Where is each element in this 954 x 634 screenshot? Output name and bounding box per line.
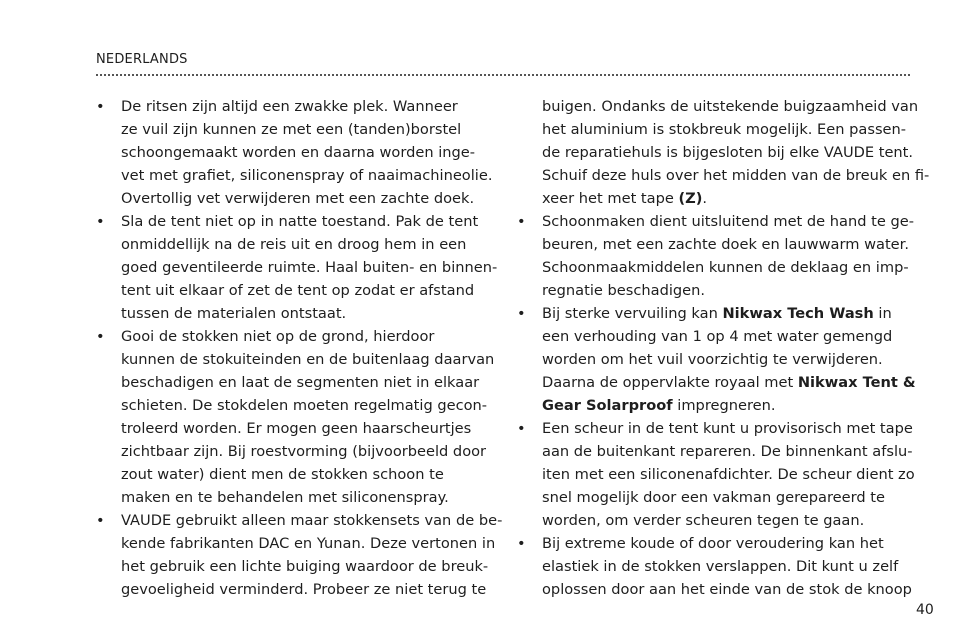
text-line: gevoeligheid verminderd. Probeer ze niet terug te — [121, 581, 487, 598]
text-line: de reparatiehuls is bijgesloten bij elke VAUDE tent. — [542, 144, 914, 161]
text-line — [542, 302, 917, 325]
figure-reference: (Z) — [678, 190, 703, 207]
text-run: xeer het met tape — [542, 190, 679, 207]
text-line: regnatie beschadigen. — [542, 282, 706, 299]
text-line: Schoonmaakmiddelen kunnen de deklaag en imp- — [542, 259, 909, 276]
text-run: impregneren. — [672, 397, 776, 414]
left-column — [96, 95, 503, 601]
bullet: • — [517, 213, 526, 230]
text-line — [542, 187, 917, 210]
list-item — [517, 417, 917, 532]
text-line: Sla de tent niet op in natte toestand. Pak de tent — [121, 213, 479, 230]
text-line: VAUDE gebruikt alleen maar stokkensets van de be- — [121, 512, 503, 529]
page-number: 40 — [916, 602, 934, 618]
text-line: worden, om verder scheuren tegen te gaan. — [542, 512, 865, 529]
text-line: Overtollig vet verwijderen met een zachte doek. — [121, 190, 475, 207]
bullet: • — [96, 98, 105, 115]
bullet: • — [517, 535, 526, 552]
text-run: Daarna de oppervlakte royaal met — [542, 374, 798, 391]
text-line: aan de buitenkant repareren. De binnenkant afslu- — [542, 443, 913, 460]
list-item — [517, 532, 917, 601]
text-line — [542, 394, 917, 417]
text-line: buigen. Ondanks de uitstekende buigzaamheid van — [542, 98, 919, 115]
text-line: zout water) dient men de stokken schoon te — [121, 466, 444, 483]
product-name: Nikwax Tech Wash — [722, 305, 874, 322]
text-line: beuren, met een zachte doek en lauwwarm water. — [542, 236, 909, 253]
product-name: Nikwax Tent & — [797, 374, 916, 391]
text-line: kende fabrikanten DAC en Yunan. Deze vertonen in — [121, 535, 496, 552]
dotted-rule — [96, 74, 910, 76]
list-item — [517, 210, 917, 302]
text-line: tent uit elkaar of zet de tent op zodat er afstand — [121, 282, 475, 299]
text-line: Schoonmaken dient uitsluitend met de hand te ge- — [542, 213, 914, 230]
bullet: • — [96, 328, 105, 345]
list-item — [96, 325, 495, 509]
text-line: oplossen door aan het einde van de stok de knoop — [542, 581, 912, 598]
text-line: ze vuil zijn kunnen ze met een (tanden)borstel — [121, 121, 462, 138]
text-line: Bij extreme koude of door veroudering kan het — [542, 535, 884, 552]
text-line: goed geventileerde ruimte. Haal buiten- en binnen- — [121, 259, 498, 276]
text-line: tussen de materialen ontstaat. — [121, 305, 347, 322]
text-line: het gebruik een lichte buiging waardoor de breuk- — [121, 558, 489, 575]
bullet: • — [517, 420, 526, 437]
list-item-continuation — [517, 95, 930, 210]
text-line: schoongemaakt worden en daarna worden inge- — [121, 144, 476, 161]
text-line: iten met een siliconenafdichter. De scheur dient zo — [542, 466, 915, 483]
text-line: vet met grafiet, siliconenspray of naaimachineolie. — [121, 167, 493, 184]
text-line: worden om het vuil voorzichtig te verwijderen. — [542, 351, 883, 368]
bullet: • — [96, 213, 105, 230]
product-name: Gear Solarproof — [542, 397, 673, 414]
text-run: Bij sterke vervuiling kan — [542, 305, 723, 322]
text-line: snel mogelijk door een vakman gerepareerd te — [542, 489, 885, 506]
text-line: onmiddellijk na de reis uit en droog hem in een — [121, 236, 467, 253]
text-run: . — [702, 190, 708, 207]
text-line: schieten. De stokdelen moeten regelmatig gecon- — [121, 397, 488, 414]
section-header: NEDERLANDS — [96, 52, 188, 67]
list-item — [96, 210, 498, 325]
text-line: het aluminium is stokbreuk mogelijk. Een passen- — [542, 121, 907, 138]
bullet: • — [96, 512, 105, 529]
text-line: Een scheur in de tent kunt u provisorisch met tape — [542, 420, 913, 437]
text-line: zichtbaar zijn. Bij roestvorming (bijvoorbeeld door — [121, 443, 487, 460]
list-item — [96, 509, 503, 601]
text-line — [542, 371, 917, 394]
bullet: • — [517, 305, 526, 322]
text-line: beschadigen en laat de segmenten niet in elkaar — [121, 374, 480, 391]
text-line: maken en te behandelen met siliconenspray. — [121, 489, 449, 506]
list-item — [517, 302, 917, 417]
text-line: De ritsen zijn altijd een zwakke plek. Wanneer — [121, 98, 458, 115]
text-line: Gooi de stokken niet op de grond, hierdoor — [121, 328, 435, 345]
text-line: een verhouding van 1 op 4 met water gemengd — [542, 328, 893, 345]
text-line: elastiek in de stokken verslappen. Dit kunt u zelf — [542, 558, 899, 575]
text-run: in — [873, 305, 892, 322]
text-line: kunnen de stokuiteinden en de buitenlaag daarvan — [121, 351, 495, 368]
right-column — [517, 95, 930, 601]
text-line: Schuif deze huls over het midden van de breuk en fi- — [542, 167, 930, 184]
list-item — [96, 95, 493, 210]
text-line: troleerd worden. Er mogen geen haarscheurtjes — [121, 420, 472, 437]
